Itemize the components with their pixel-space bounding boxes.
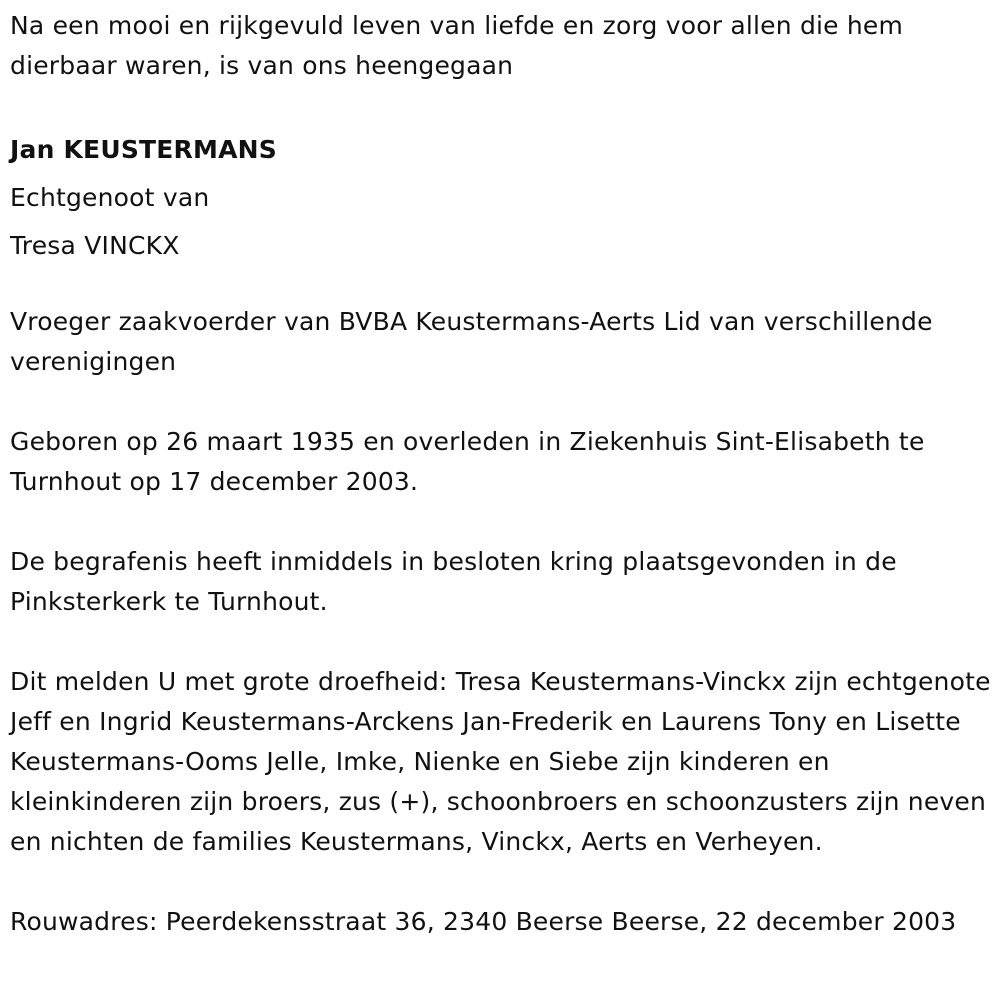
address-text: Rouwadres: Peerdekensstraat 36, 2340 Beerse Beerse, 22 december 2003 [10,907,957,936]
intro-text: Na een mooi en rijkgevuld leven van liefde en zorg voor allen die hem dierbaar waren, is van ons heengegaan [10,11,904,80]
spouse-label: Echtgenoot van [10,183,210,212]
deceased-name: Jan KEUSTERMANS [10,135,277,164]
occupation-text: Vroeger zaakvoerder van BVBA Keustermans-Aerts Lid van verschillende verenigingen [10,307,933,376]
funeral-text: De begrafenis heeft inmiddels in besloten kring plaatsgevonden in de Pinksterkerk te Turnhout. [10,547,897,616]
obituary-notice [10,0,995,942]
family-text: Dit melden U met grote droefheid: Tresa Keustermans-Vinckx zijn echtgenote Jeff en Ingrid Keustermans-Arckens Jan-Frederik en Laurens Tony en Lisette Keustermans-Ooms Jelle, Imke, Nienke en Siebe zijn kinderen en kleinkinderen zijn broers, zus (+), schoonbroers en schoonzusters zijn neven en nichten de families Keustermans, Vinckx, Aerts en Verheyen. [10,667,991,856]
birth-death-text: Geboren op 26 maart 1935 en overleden in Ziekenhuis Sint-Elisabeth te Turnhout op 17 december 2003. [10,427,925,496]
spouse-name: Tresa VINCKX [10,231,180,260]
